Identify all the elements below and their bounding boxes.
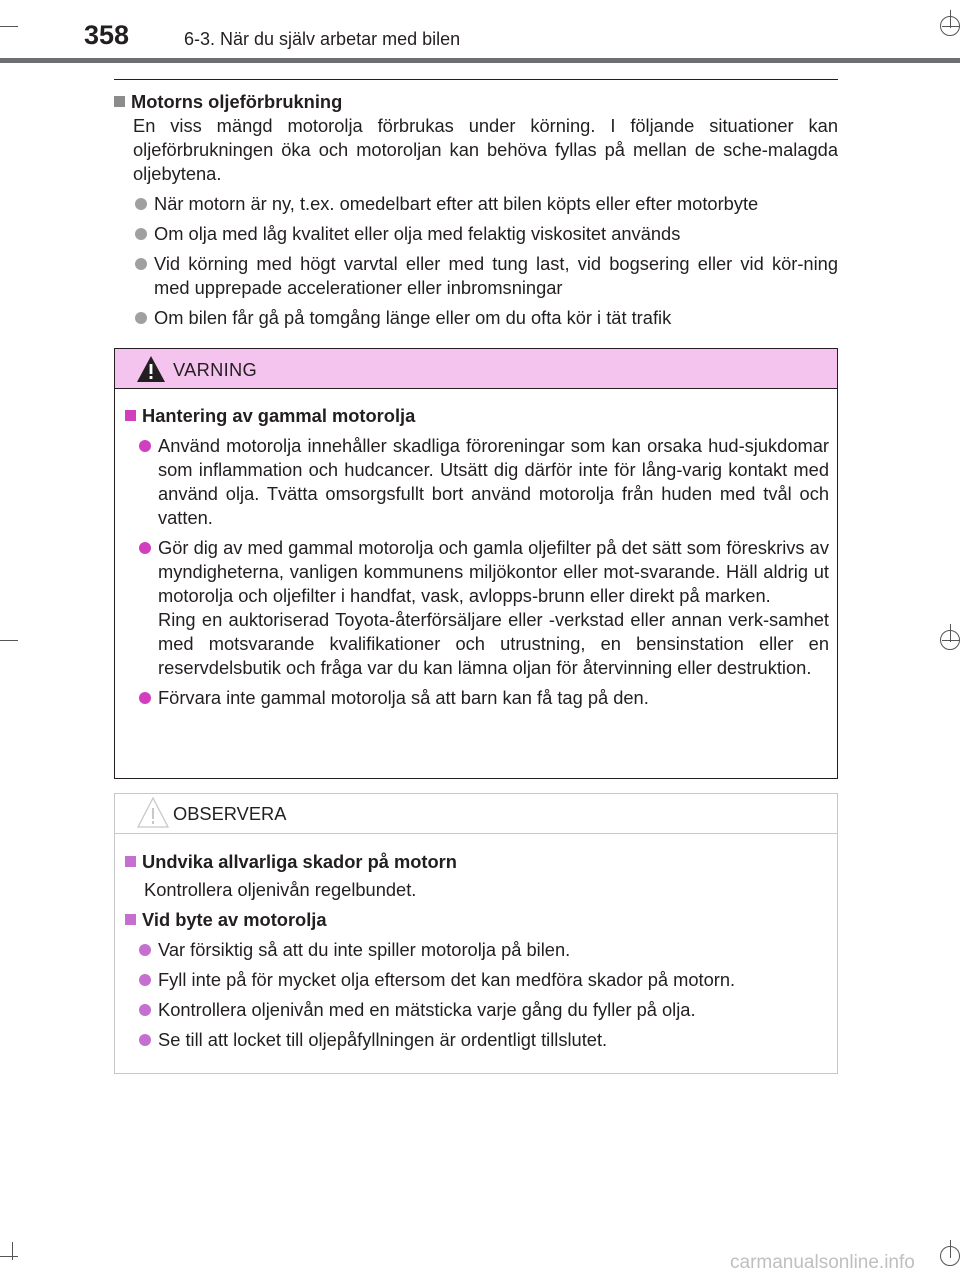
page-number: 358 [84, 20, 130, 50]
round-bullet-icon [139, 542, 151, 554]
warning-bullet-continuation: Ring en auktoriserad Toyota-återförsäljare eller -verkstad eller annan verk-samhet med motsvarande kvalifikationer och utrustning, en bensinstation eller en reservdelsbutik och fråga var du kan lämna oljan för återvinning eller destruktion. [158, 609, 829, 678]
oil-consumption-section [114, 90, 838, 336]
list-item: Om olja med låg kvalitet eller olja med felaktig viskositet används [114, 222, 838, 246]
round-bullet-icon [135, 198, 147, 210]
round-bullet-icon [139, 692, 151, 704]
notice-header [115, 794, 837, 834]
list-item: När motorn är ny, t.ex. omedelbart efter att bilen köpts eller efter motorbyte [114, 192, 838, 216]
crop-circle [940, 1246, 960, 1266]
square-bullet-icon [125, 856, 136, 867]
square-bullet-icon [125, 914, 136, 925]
crop-mark [0, 640, 18, 641]
round-bullet-icon [139, 440, 151, 452]
watermark: carmanualsonline.info [730, 1252, 915, 1273]
crop-mark [0, 1256, 18, 1257]
notice-heading: Undvika allvarliga skador på motorn [125, 850, 829, 874]
round-bullet-icon [139, 944, 151, 956]
notice-box [114, 793, 838, 1074]
round-bullet-icon [135, 258, 147, 270]
notice-body [115, 834, 837, 1052]
list-item: Fyll inte på för mycket olja eftersom det kan medföra skador på motorn. [125, 968, 829, 992]
section-paragraph: En viss mängd motorolja förbrukas under körning. I följande situationer kan oljeförbrukningen öka och motoroljan kan behöva fyllas på mellan de sche-malagda oljebytena. [133, 115, 838, 184]
header-bar [0, 58, 960, 63]
list-item: Vid körning med högt varvtal eller med tung last, vid bogsering eller vid kör-ning med upprepade accelerationer eller inbromsningar [114, 252, 838, 300]
divider [114, 79, 838, 80]
crop-circle [940, 630, 960, 650]
notice-title: OBSERVERA [173, 803, 287, 824]
round-bullet-icon [139, 974, 151, 986]
list-item: Om bilen får gå på tomgång länge eller om du ofta kör i tät trafik [114, 306, 838, 330]
crop-mark [12, 1242, 13, 1260]
list-item: Kontrollera oljenivån med en mätsticka varje gång du fyller på olja. [125, 998, 829, 1022]
list-item: Gör dig av med gammal motorolja och gamla oljefilter på det sätt som föreskrivs av myndigheterna, vanligen kommunens miljökontor eller mot-svarande. Häll aldrig ut motorolja och oljefilter i handfat, vask, avlopps-brunn eller direkt på marken. Ring en auktoriserad Toyota-återförsäljare eller -verkstad eller annan verk-samhet med motsvarande kvalifikationer och utrustning, en bensinstation eller en reservdelsbutik och fråga var du kan lämna oljan för återvinning eller destruktion. [125, 536, 829, 680]
list-item: Förvara inte gammal motorolja så att barn kan få tag på den. [125, 686, 829, 710]
warning-heading: Hantering av gammal motorolja [125, 404, 829, 428]
list-item: Var försiktig så att du inte spiller motorolja på bilen. [125, 938, 829, 962]
section-heading: Motorns oljeförbrukning [114, 90, 838, 114]
warning-box [114, 348, 838, 779]
list-item: Använd motorolja innehåller skadliga föroreningar som kan orsaka hud-sjukdomar som inflammation och hudcancer. Utsätt dig därför inte för lång-varig kontakt med använd olja. Tvätta omsorgsfullt bort använd motorolja från huden med tvål och vatten. [125, 434, 829, 530]
round-bullet-icon [139, 1004, 151, 1016]
warning-header [115, 349, 837, 389]
square-bullet-icon [125, 410, 136, 421]
page-header [0, 0, 960, 62]
chapter-title: 6-3. När du själv arbetar med bilen [184, 29, 461, 49]
bullet-list [114, 192, 838, 330]
notice-paragraph: Kontrollera oljenivån regelbundet. [144, 879, 417, 900]
square-bullet-icon [114, 96, 125, 107]
warning-triangle-icon [136, 355, 166, 383]
caution-triangle-icon [136, 796, 170, 830]
round-bullet-icon [135, 228, 147, 240]
warning-title: VARNING [173, 359, 258, 380]
round-bullet-icon [135, 312, 147, 324]
notice-heading: Vid byte av motorolja [125, 908, 829, 932]
list-item: Se till att locket till oljepåfyllningen är ordentligt tillslutet. [125, 1028, 829, 1052]
warning-body [115, 389, 837, 710]
round-bullet-icon [139, 1034, 151, 1046]
